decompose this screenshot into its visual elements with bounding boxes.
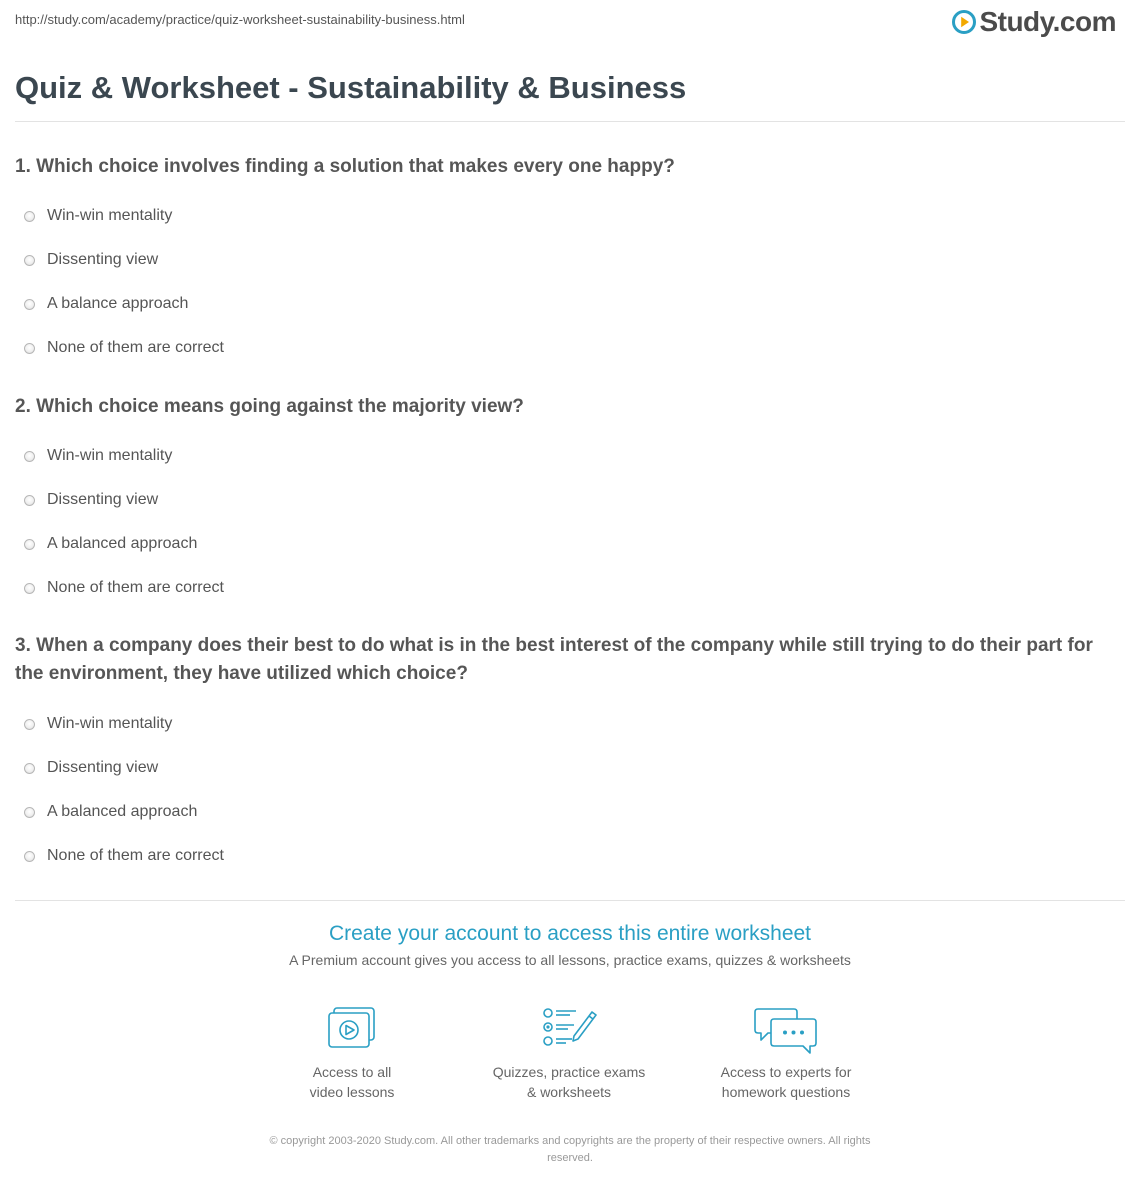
choice-label: None of them are correct [47, 579, 224, 596]
feature-caption-line: video lessons [309, 1084, 395, 1100]
radio-button[interactable] [24, 211, 35, 222]
choice-list [15, 434, 1125, 610]
choice-label: A balanced approach [47, 535, 198, 552]
feature-caption-line: Access to experts for [720, 1064, 852, 1080]
chat-bubbles-icon [754, 1006, 818, 1056]
copyright-text: reserved. [547, 1152, 593, 1164]
page-url: http://study.com/academy/practice/quiz-worksheet-sustainability-business.html [15, 12, 465, 27]
question-text: 3. When a company does their best to do what is in the best interest of the company while still trying to do their part for the environment, they have utilized which choice? [15, 635, 1093, 684]
choice-label: None of them are correct [47, 339, 224, 356]
choice-option[interactable] [15, 194, 1125, 238]
copyright-footer [0, 1133, 1140, 1167]
question-2 [15, 393, 1125, 610]
choice-option[interactable] [15, 434, 1125, 478]
question-text: 1. Which choice involves finding a solution that makes every one happy? [15, 156, 675, 177]
logo-text: Study.com [979, 6, 1116, 37]
choice-label: None of them are correct [47, 847, 224, 864]
choice-label: Win-win mentality [47, 715, 173, 732]
feature-quizzes [459, 1006, 679, 1102]
radio-button[interactable] [24, 495, 35, 506]
video-lessons-icon [326, 1006, 378, 1050]
choice-option[interactable] [15, 790, 1125, 834]
choice-option[interactable] [15, 478, 1125, 522]
choice-label: Dissenting view [47, 491, 159, 508]
choice-option[interactable] [15, 522, 1125, 566]
radio-button[interactable] [24, 807, 35, 818]
radio-button[interactable] [24, 851, 35, 862]
radio-button[interactable] [24, 451, 35, 462]
feature-caption [242, 1062, 462, 1102]
choice-option[interactable] [15, 282, 1125, 326]
choice-list [15, 702, 1125, 878]
choice-label: A balance approach [47, 295, 189, 312]
choice-option[interactable] [15, 566, 1125, 610]
account-promo [0, 922, 1140, 968]
page-header [0, 0, 1140, 58]
create-account-link[interactable]: Create your account to access this entire worksheet [328, 922, 812, 945]
choice-list [15, 194, 1125, 370]
choice-option[interactable] [15, 746, 1125, 790]
feature-caption [676, 1062, 896, 1102]
question-1 [15, 153, 1125, 370]
copyright-text: © copyright 2003-2020 Study.com. All other trademarks and copyrights are the property of their respective owners. All rights [269, 1135, 871, 1147]
choice-option[interactable] [15, 326, 1125, 370]
radio-button[interactable] [24, 539, 35, 550]
promo-divider [15, 900, 1125, 901]
choice-label: Dissenting view [47, 251, 159, 268]
choice-label: Win-win mentality [47, 207, 173, 224]
study-logo[interactable] [952, 6, 1116, 38]
radio-button[interactable] [24, 763, 35, 774]
choice-option[interactable] [15, 702, 1125, 746]
feature-caption [459, 1062, 679, 1102]
title-divider [15, 121, 1125, 122]
choice-option[interactable] [15, 238, 1125, 282]
question-text: 2. Which choice means going against the majority view? [15, 396, 524, 417]
feature-caption-line: Access to all [312, 1064, 392, 1080]
choice-label: Dissenting view [47, 759, 159, 776]
feature-caption-line: & worksheets [526, 1084, 612, 1100]
radio-button[interactable] [24, 719, 35, 730]
feature-video-lessons [242, 1006, 462, 1102]
promo-subheading: A Premium account gives you access to all lessons, practice exams, quizzes & worksheets [289, 952, 851, 968]
radio-button[interactable] [24, 299, 35, 310]
quiz-checklist-icon [540, 1006, 598, 1050]
radio-button[interactable] [24, 343, 35, 354]
radio-button[interactable] [24, 255, 35, 266]
choice-label: Win-win mentality [47, 447, 173, 464]
feature-caption-line: Quizzes, practice exams [492, 1064, 646, 1080]
radio-button[interactable] [24, 583, 35, 594]
choice-option[interactable] [15, 834, 1125, 878]
play-circle-icon [952, 10, 976, 34]
choice-label: A balanced approach [47, 803, 198, 820]
page-title: Quiz & Worksheet - Sustainability & Business [15, 70, 687, 105]
feature-caption-line: homework questions [721, 1084, 851, 1100]
question-3 [15, 632, 1125, 878]
feature-experts [676, 1006, 896, 1102]
